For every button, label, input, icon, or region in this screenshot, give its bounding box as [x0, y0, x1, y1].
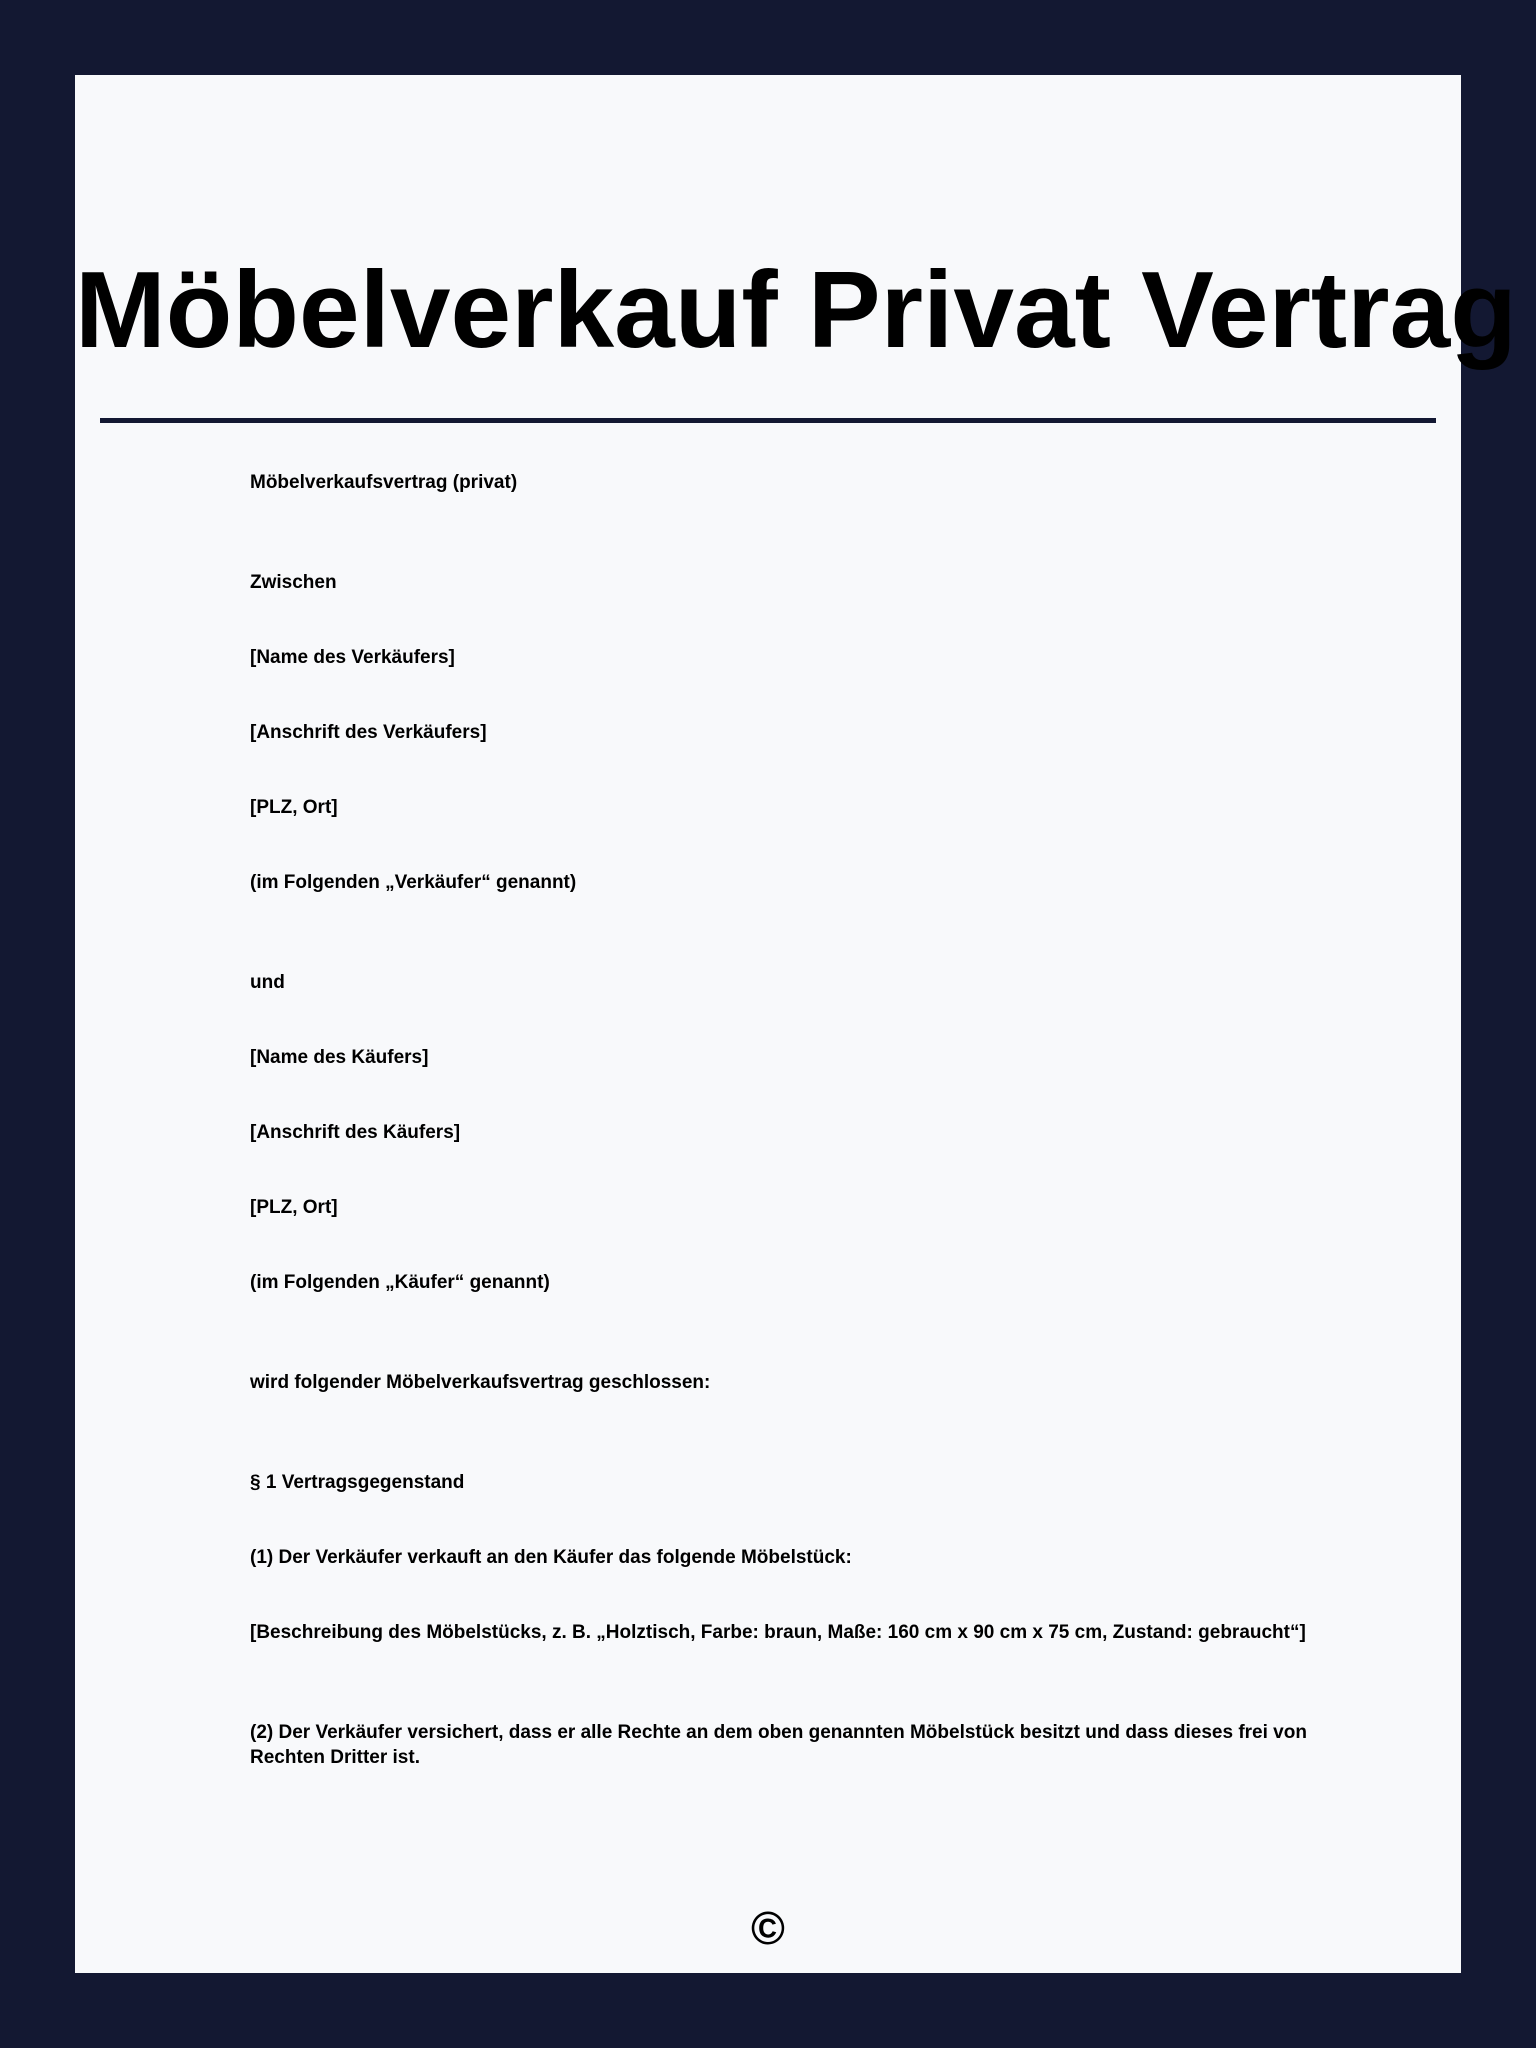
- section-1-clause-2: (2) Der Verkäufer versichert, dass er alle Rechte an dem oben genannten Möbelstück besitzt und dass dieses frei von Rechten Dritter ist.: [250, 1722, 1307, 1768]
- seller-name-placeholder: [Name des Verkäufers]: [250, 647, 455, 668]
- between-label: Zwischen: [250, 572, 337, 593]
- copyright-icon: ©: [751, 1902, 785, 1954]
- section-1-title: § 1 Vertragsgegenstand: [250, 1472, 465, 1493]
- seller-address-placeholder: [Anschrift des Verkäufers]: [250, 722, 487, 743]
- document-page: [75, 75, 1517, 1973]
- furniture-description-placeholder: [Beschreibung des Möbelstücks, z. B. „Holztisch, Farbe: braun, Maße: 160 cm x 90 cm x 75 cm, Zustand: gebraucht“]: [250, 1622, 1306, 1643]
- buyer-name-placeholder: [Name des Käufers]: [250, 1047, 429, 1068]
- buyer-address-placeholder: [Anschrift des Käufers]: [250, 1122, 461, 1143]
- seller-city-placeholder: [PLZ, Ort]: [250, 797, 338, 818]
- buyer-city-placeholder: [PLZ, Ort]: [250, 1197, 338, 1218]
- buyer-designation: (im Folgenden „Käufer“ genannt): [250, 1272, 550, 1293]
- and-label: und: [250, 972, 285, 993]
- page-title: Möbelverkauf Privat Vertrag: [75, 249, 1517, 371]
- contract-heading: Möbelverkaufsvertrag (privat): [250, 472, 518, 493]
- title-divider: [100, 418, 1436, 423]
- contract-intro: wird folgender Möbelverkaufsvertrag geschlossen:: [250, 1372, 711, 1393]
- seller-designation: (im Folgenden „Verkäufer“ genannt): [250, 872, 577, 893]
- section-1-clause-1: (1) Der Verkäufer verkauft an den Käufer das folgende Möbelstück:: [250, 1547, 852, 1568]
